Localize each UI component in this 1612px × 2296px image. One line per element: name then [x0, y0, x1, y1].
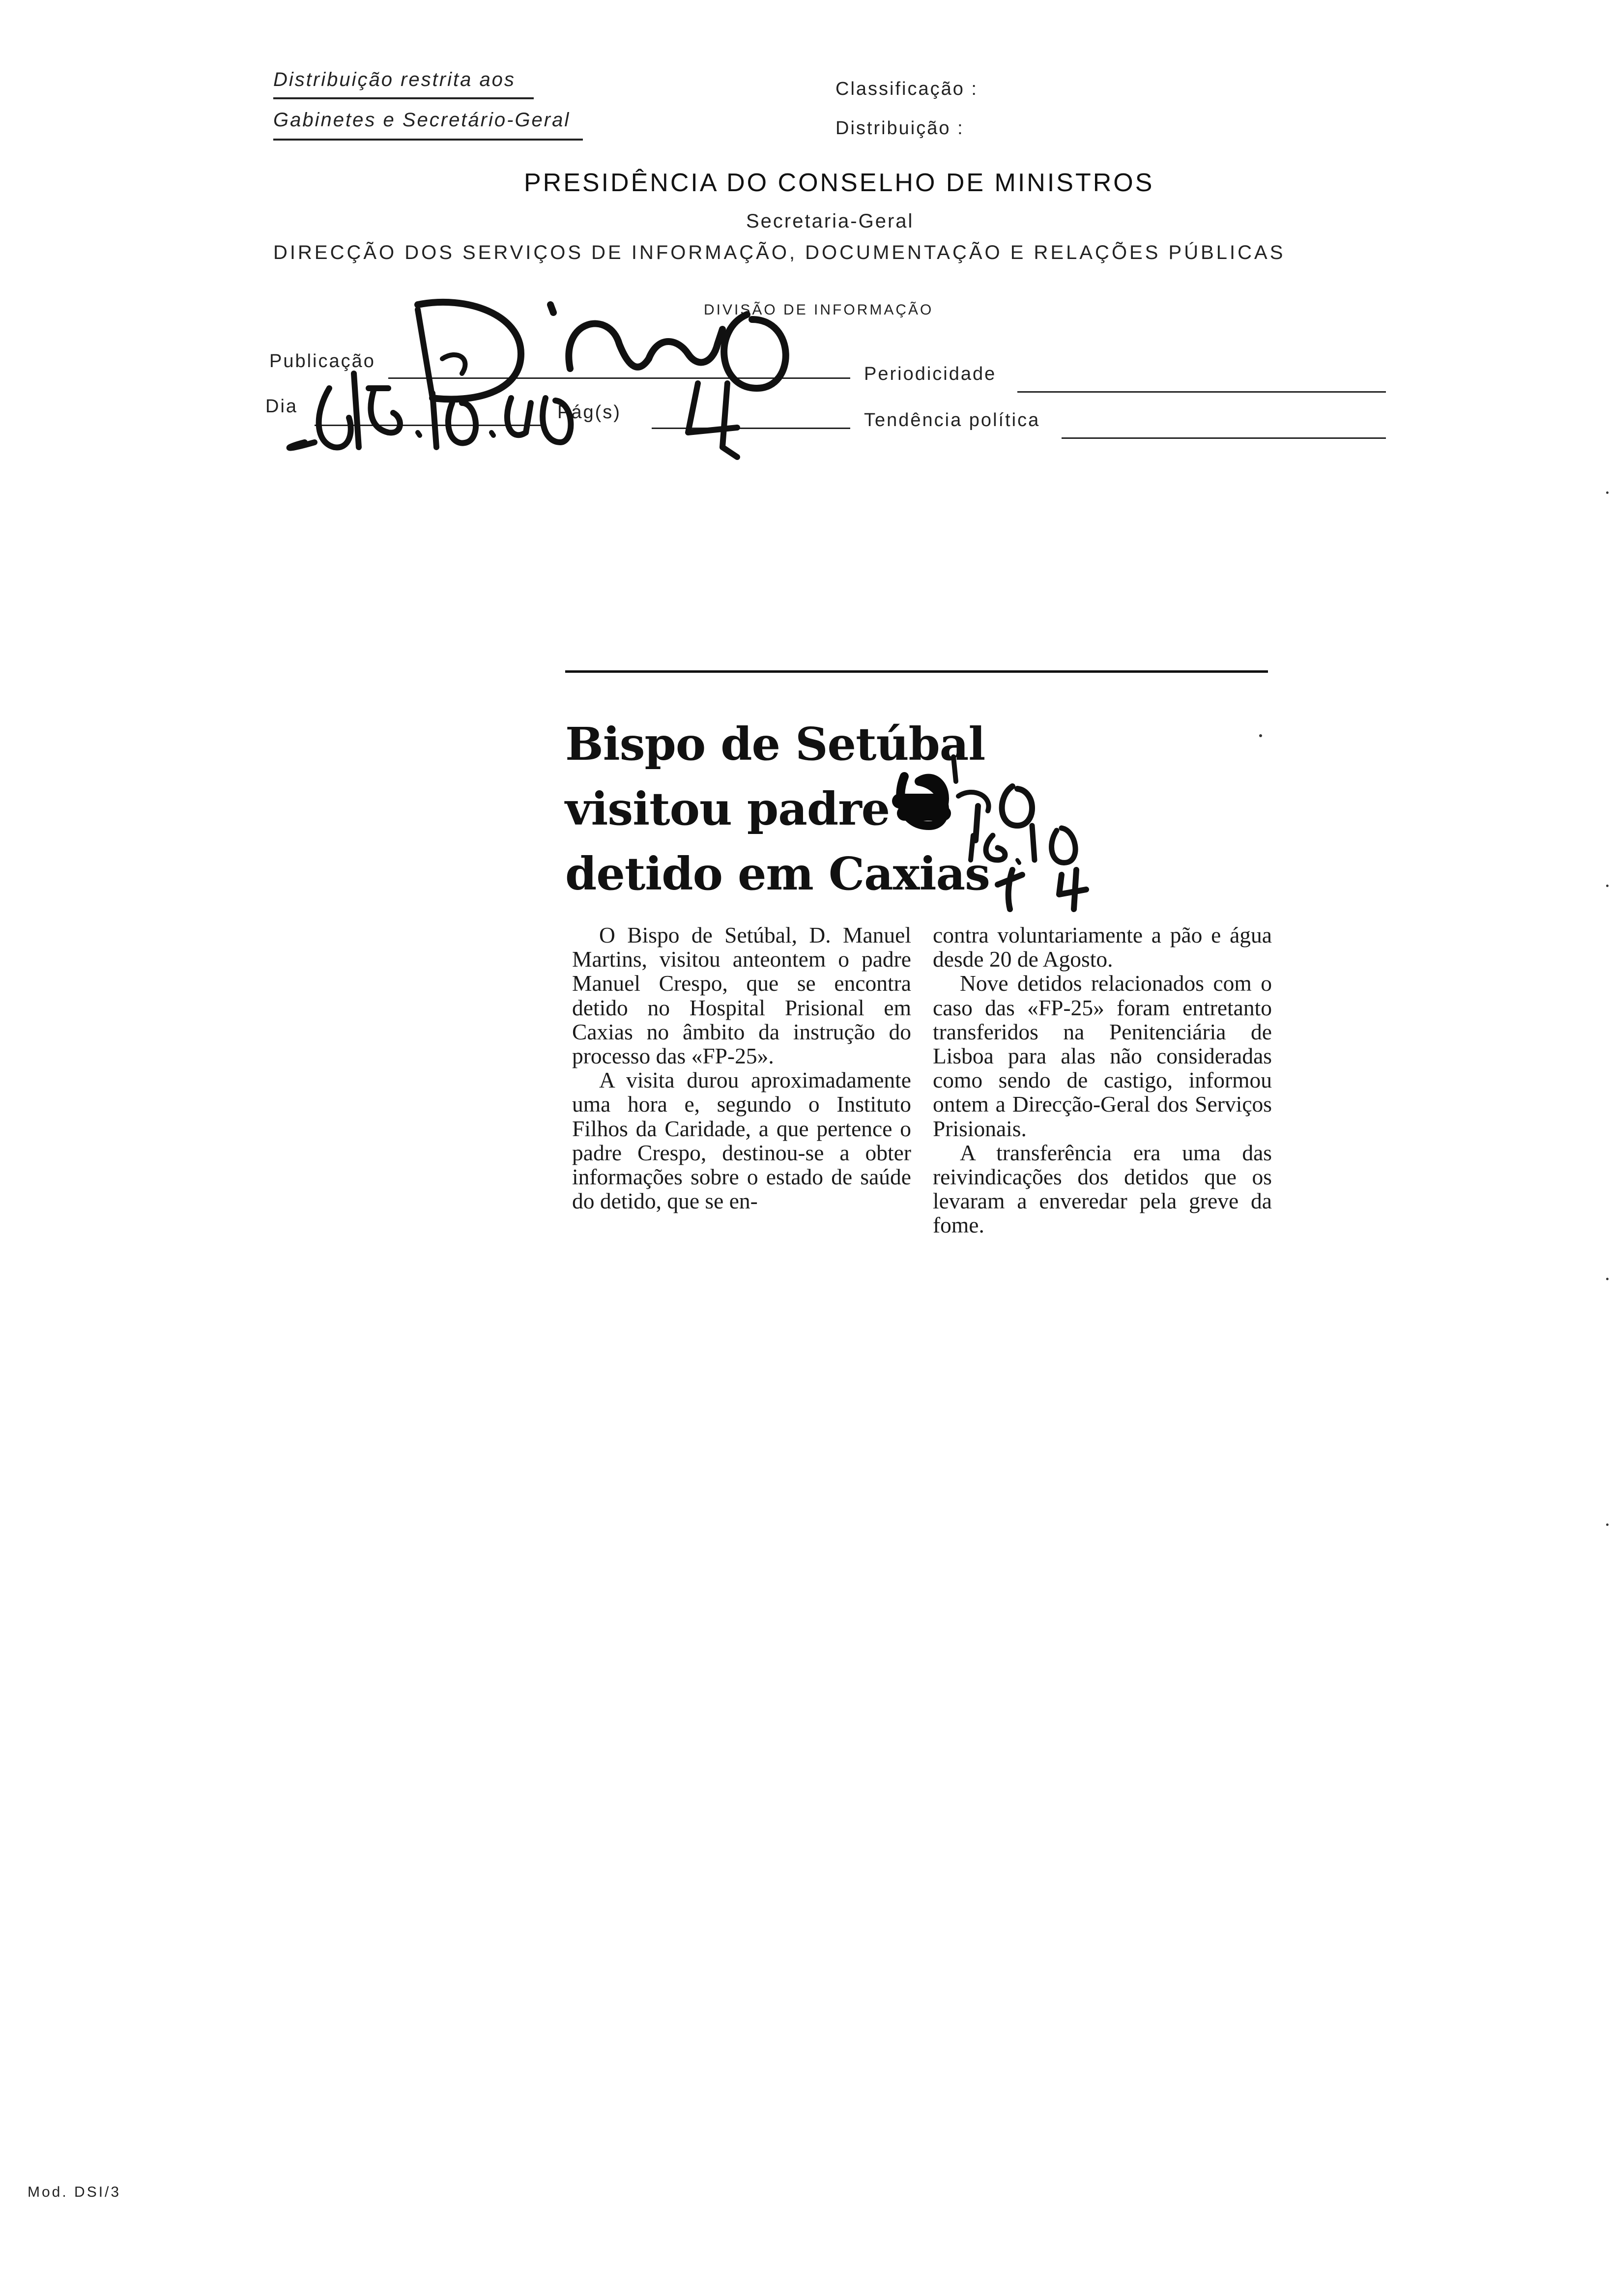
pags-label: Pág(s): [557, 402, 621, 423]
article-column-1: [572, 923, 911, 1213]
article-column-2: [933, 923, 1272, 1237]
presidencia-heading: PRESIDÊNCIA DO CONSELHO DE MINISTROS: [524, 169, 1154, 197]
scan-speck: [1606, 885, 1609, 887]
publicacao-label: Publicação: [269, 351, 375, 372]
divisao-informacao: DIVISÃO DE INFORMAÇÃO: [704, 302, 934, 318]
headline-line-1: Bispo de Setúbal: [565, 718, 985, 771]
classificacao-label: Classificação :: [835, 79, 978, 99]
periodicidade-fill-line: [1017, 391, 1386, 393]
headline-line-3: detido em Caxias: [565, 847, 990, 900]
periodicidade-label: Periodicidade: [864, 364, 997, 384]
dia-label: Dia: [265, 396, 298, 417]
col1-paragraph-2: A visita durou aproximadamente uma hora e, segundo o Instituto Filhos da Caridade, a que pertence o padre Crespo, destinou-se a obter informações sobre o estado de saúde do detido, que se en-: [572, 1067, 911, 1214]
scan-speck: [1606, 491, 1609, 494]
tendencia-fill-line: [1062, 437, 1386, 439]
col1-paragraph-1: O Bispo de Setúbal, D. Manuel Martins, visitou anteontem o padre Manuel Crespo, que se encontra detido no Hospital Prisional em Caxias no âmbito da instrução do processo das «FP-25».: [572, 922, 911, 1069]
handwritten-publicacao-diario: [256, 285, 875, 462]
scan-speck: [1259, 734, 1262, 737]
headline-line-2: visitou padre: [565, 782, 890, 835]
distribuicao-label: Distribuição :: [835, 118, 964, 139]
col2-paragraph-3: A transferência era uma das reivindicações dos detidos que os levaram a enveredar pela greve da fome.: [933, 1140, 1272, 1238]
form-code: Mod. DSI/3: [28, 2184, 121, 2200]
scan-speck: [1606, 1278, 1609, 1280]
tendencia-label: Tendência política: [864, 410, 1040, 430]
secretaria-geral: Secretaria-Geral: [746, 210, 914, 232]
scan-speck: [1606, 1523, 1609, 1526]
direccao-servicos: DIRECÇÃO DOS SERVIÇOS DE INFORMAÇÃO, DOCUMENTAÇÃO E RELAÇÕES PÚBLICAS: [273, 242, 1286, 263]
handwritten-annotation: [875, 727, 1150, 914]
restricted-distribution-line1: Distribuição restrita aos: [273, 69, 516, 90]
article-top-rule: [565, 670, 1268, 673]
restricted-underline-1: [273, 97, 534, 99]
col2-paragraph-1: contra voluntariamente a pão e água desde 20 de Agosto.: [933, 922, 1272, 972]
col2-paragraph-2: Nove detidos relacionados com o caso das «FP-25» foram entretanto transferidos na Penitenciária de Lisboa para alas não consideradas como sendo de castigo, informou ontem a Direcção-Geral dos Serviços Prisionais.: [933, 971, 1272, 1141]
restricted-distribution-line2: Gabinetes e Secretário-Geral: [273, 109, 571, 131]
restricted-underline-2: [273, 139, 583, 141]
